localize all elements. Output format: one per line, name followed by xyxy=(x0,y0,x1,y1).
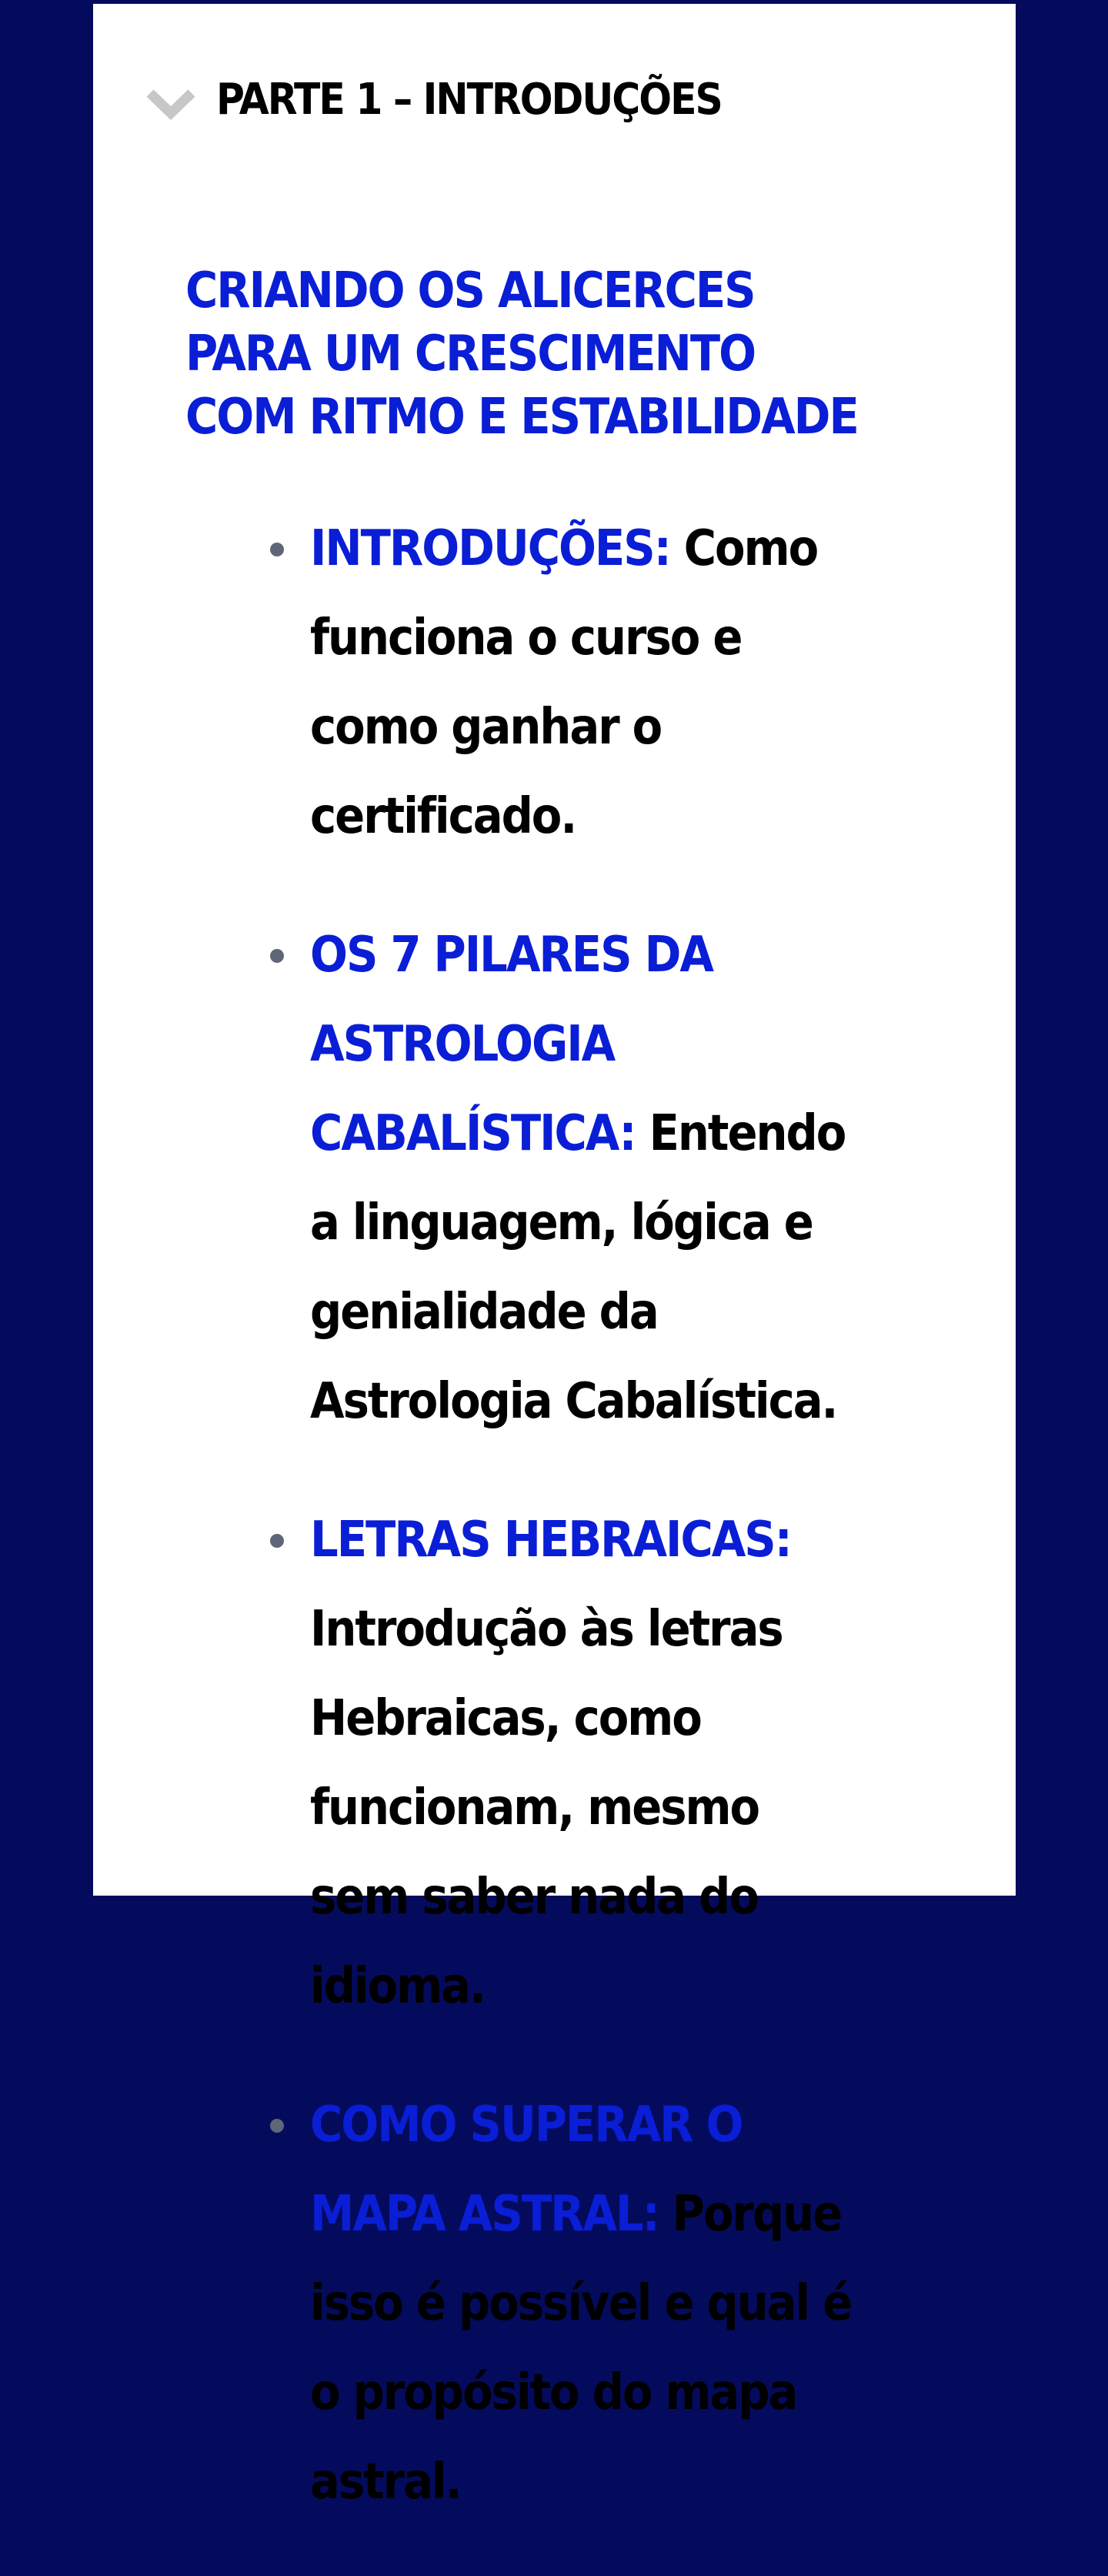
chevron-down-icon[interactable] xyxy=(144,87,198,122)
topic-description: Introdução às letras Hebraicas, como funcionam, mesmo sem saber nada do idioma. xyxy=(310,1601,783,2015)
topic-description: Porque isso é possível e qual é o propósito do mapa astral. xyxy=(310,2186,852,2511)
topic-label: INTRODUÇÕES: xyxy=(310,520,684,577)
topic-list xyxy=(270,504,855,2576)
topic-description: Entendo a linguagem, lógica e genialidade da Astrologia Cabalística. xyxy=(310,1105,846,1430)
topic-item xyxy=(270,910,855,1446)
bullet-icon xyxy=(270,1534,284,1548)
bullet-icon xyxy=(270,2119,284,2133)
topic-item xyxy=(270,504,855,861)
module-accordion-toggle[interactable] xyxy=(93,4,1016,196)
topic-label: COMO SUPERAR O MAPA ASTRAL: xyxy=(310,2097,743,2243)
topic-label: LETRAS HEBRAICAS: xyxy=(310,1512,791,1569)
course-module-card xyxy=(93,4,1016,2511)
topic-description: Como funciona o curso e como ganhar o certificado. xyxy=(310,520,818,845)
topic-item xyxy=(270,1495,855,2031)
module-title: PARTE 1 – INTRODUÇÕES xyxy=(216,75,722,125)
topic-item xyxy=(270,2080,855,2527)
section-heading: CRIANDO OS ALICERCES PARA UM CRESCIMENTO COM RITMO E ESTABILIDADE xyxy=(185,262,858,446)
bullet-icon xyxy=(270,949,284,963)
topic-label: OS 7 PILARES DA ASTROLOGIA CABALÍSTICA: xyxy=(310,927,713,1162)
bullet-icon xyxy=(270,543,284,556)
